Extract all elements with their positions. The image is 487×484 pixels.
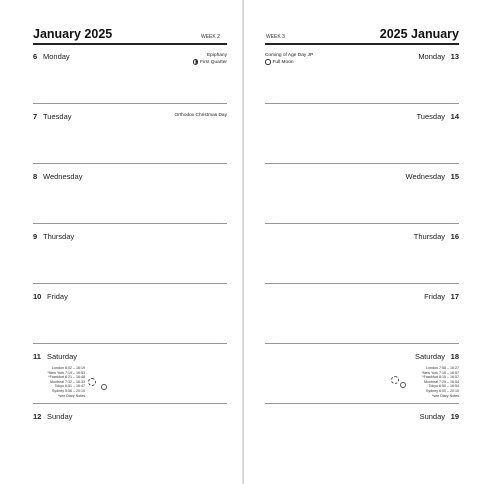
sunrise-icon	[88, 378, 96, 386]
day-entry[interactable]	[33, 44, 227, 103]
day-number: 6	[33, 52, 38, 61]
day-entry[interactable]	[265, 104, 459, 163]
day-entry[interactable]	[265, 404, 459, 463]
page-title: 2025 January	[379, 27, 459, 41]
day-entry[interactable]	[33, 404, 227, 463]
day-entry[interactable]	[265, 344, 459, 403]
day-entry[interactable]	[33, 344, 227, 403]
day-number: 15	[450, 172, 459, 181]
day-name: Wednesday	[405, 172, 445, 181]
day-number: 16	[450, 232, 459, 241]
day-note: Coming of Age Day JP	[265, 53, 314, 58]
moon-phase-label: First Quarter	[200, 60, 227, 66]
moon-phase-note	[193, 59, 227, 66]
day-number: 11	[33, 352, 41, 361]
left-page	[0, 0, 243, 484]
day-entry[interactable]	[265, 164, 459, 223]
moon-phase-label: Full Moon	[272, 60, 294, 66]
day-name: Tuesday	[43, 112, 72, 121]
day-number: 19	[450, 412, 459, 421]
day-name: Sunday	[47, 412, 73, 421]
day-note: Epiphany	[206, 53, 227, 58]
day-entry[interactable]	[33, 104, 227, 163]
week-label: WEEK 2	[201, 34, 220, 40]
sun-times-row: *New York 7:16 – 16:57	[421, 370, 459, 375]
moonrise-icon	[400, 382, 406, 388]
sun-times-row: *Frankfurt 8:21 – 16:48	[48, 375, 85, 380]
sun-times-row: London 8:02 – 16:19	[52, 366, 85, 370]
week-label: WEEK 3	[266, 34, 285, 40]
page-title: January 2025	[33, 27, 113, 41]
day-entry[interactable]	[265, 44, 459, 103]
day-name: Monday	[43, 52, 70, 61]
sun-times-row: Montreal 7:32 – 16:33	[50, 379, 85, 384]
day-number: 17	[450, 292, 459, 301]
sun-times-row: *New York 7:19 – 16:53	[47, 370, 85, 375]
moon-phase-note	[265, 59, 294, 66]
day-name: Friday	[424, 292, 445, 301]
sun-times-row: *Frankfurt 8:15 – 16:57	[422, 375, 459, 380]
day-number: 7	[33, 112, 38, 121]
sun-times-list	[411, 366, 459, 398]
day-entry[interactable]	[265, 224, 459, 283]
day-number: 10	[33, 292, 42, 301]
day-name: Sunday	[419, 412, 445, 421]
day-number: 12	[33, 412, 42, 421]
day-number: 13	[450, 52, 459, 61]
day-number: 8	[33, 172, 38, 181]
first-quarter-moon-icon	[193, 59, 199, 65]
moonrise-icon	[101, 384, 107, 390]
day-entry[interactable]	[265, 284, 459, 343]
right-page	[244, 0, 487, 484]
day-entry[interactable]	[33, 224, 227, 283]
sun-times-list	[37, 366, 85, 398]
day-number: 18	[450, 352, 459, 361]
day-name: Thursday	[413, 232, 445, 241]
full-moon-icon	[265, 59, 271, 65]
day-entry[interactable]	[33, 284, 227, 343]
day-name: Thursday	[43, 232, 75, 241]
day-name: Tuesday	[416, 112, 445, 121]
day-name: Saturday	[47, 352, 78, 361]
day-name: Saturday	[414, 352, 445, 361]
sun-times-row: Montreal 7:29 – 16:54	[424, 379, 459, 384]
day-entry[interactable]	[33, 164, 227, 223]
sun-times-row: Tokyo 6:50 – 16:54	[428, 384, 459, 389]
day-number: 14	[450, 112, 459, 121]
day-name: Monday	[418, 52, 445, 61]
day-note: Orthodox Christmas Day	[174, 113, 227, 118]
sun-times-row: London 7:58 – 16:27	[426, 366, 459, 370]
sun-times-row: Tokyo 6:51 – 16:47	[54, 384, 85, 389]
day-name: Wednesday	[43, 172, 83, 181]
sunrise-icon	[391, 376, 399, 384]
sun-times-row: *see Diary Notes	[58, 393, 85, 398]
day-number: 9	[33, 232, 38, 241]
sun-times-row: *see Diary Notes	[432, 393, 459, 398]
day-name: Friday	[47, 292, 68, 301]
sun-times-row: Sydney 5:56 – 20:10	[52, 388, 85, 393]
sun-times-row: Sydney 6:00 – 20:10	[426, 388, 459, 393]
